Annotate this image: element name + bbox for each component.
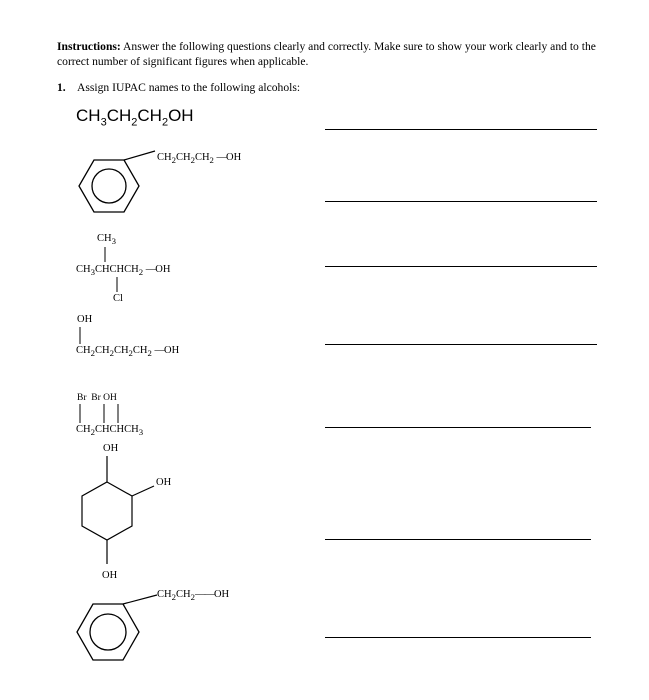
answer-line-6[interactable] <box>325 539 591 540</box>
answer-line-4[interactable] <box>325 344 597 345</box>
answer-line-2[interactable] <box>325 201 597 202</box>
molecule-dibromo-butanol: $CH_2CHCHCH_3$ <box>76 424 144 438</box>
m3-methyl: $CH_3$ <box>97 233 116 247</box>
m5-substituents: Br Br OH <box>77 393 117 403</box>
molecule-propanol: $CH_3CH_2CH_2OH$ <box>76 106 194 129</box>
answer-line-5[interactable] <box>325 427 591 428</box>
cyclohexane-ring <box>74 456 164 574</box>
benzene-ring-1 <box>75 158 145 218</box>
answer-line-7[interactable] <box>325 637 591 638</box>
m6-hydroxyl-bottom: OH <box>102 570 118 581</box>
m5-bonds <box>78 404 138 426</box>
question-number: 1. <box>57 81 66 94</box>
m6-hydroxyl-right: OH <box>156 477 172 488</box>
question-1 <box>57 81 300 94</box>
answer-line-1[interactable] <box>325 129 597 130</box>
molecule-butanediol: $CH_2CH_2CH_2CH_2$ —OH <box>76 345 180 359</box>
m4-hydroxyl-top: OH <box>77 314 93 325</box>
molecule-phenylpropanol-chain: $CH_2CH_2CH_2$ —OH <box>157 152 242 166</box>
molecule-phenylethanol-chain: $CH_2CH_2——OH$ <box>157 589 230 603</box>
instructions-label: Instructions: <box>57 40 121 53</box>
m3-chloro: Cl <box>113 293 123 304</box>
answer-line-3[interactable] <box>325 266 597 267</box>
benzene-ring-2 <box>73 602 143 664</box>
question-text: Assign IUPAC names to the following alcohols: <box>77 81 301 94</box>
instructions-text: Answer the following questions clearly and correctly. Make sure to show your work clearly and to the correct number of significant figures when applicable. <box>57 40 596 68</box>
m6-hydroxyl-top: OH <box>103 443 119 454</box>
molecule-chloro-methyl-butanol: $CH_3CHCHCH_2$ —OH <box>76 264 171 278</box>
m4-bond <box>78 327 88 347</box>
instructions <box>57 39 617 69</box>
